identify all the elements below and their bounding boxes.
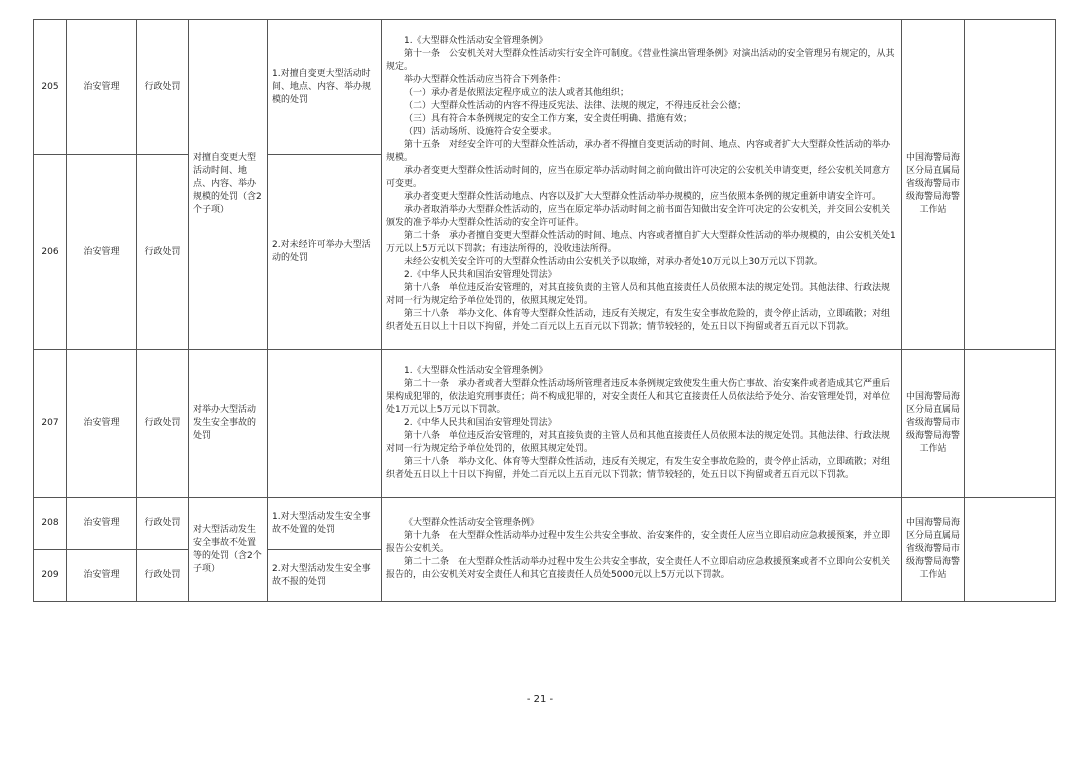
legal-basis-paragraph: 第十八条 单位违反治安管理的，对其直接负责的主管人员和其他直接责任人员依照本法的规定处罚。其他法律、行政法规对同一行为规定给予单位处罚的，依照其规定处罚。 — [386, 431, 891, 454]
legal-basis-paragraph: 第二十一条 承办者或者大型群众性活动场所管理者违反本条例规定致使发生重大伤亡事故、治安案件或者造成其它严重后果构成犯罪的，依法追究刑事责任；尚不构成犯罪的，对安全责任人和其它直接责任人员依法给予处分、治安管理处罚，对单位处1万元以上5万元以下罚款。 — [386, 379, 891, 415]
legal-basis-paragraph: 2.《中华人民共和国治安管理处罚法》 — [404, 270, 557, 280]
category-cell: 治安管理 — [67, 155, 137, 350]
enforcement-subject-cell: 中国海警局海区分局直属局省级海警局市级海警局海警工作站 — [902, 498, 965, 602]
type-cell: 行政处罚 — [137, 550, 189, 602]
legal-basis-cell — [382, 498, 902, 602]
legal-basis-cell — [382, 20, 902, 350]
page-number: - 21 - — [526, 694, 554, 705]
item-name-cell: 对擅自变更大型活动时间、地点、内容、举办规模的处罚（含2个子项） — [189, 20, 268, 350]
legal-basis-paragraph: 《大型群众性活动安全管理条例》 — [404, 518, 540, 528]
table-row — [34, 498, 1056, 550]
remarks-cell — [965, 20, 1056, 350]
legal-basis-paragraph: 第十九条 在大型群众性活动举办过程中发生公共安全事故、治安案件的，安全责任人应当立即启动应急救援预案，并立即报告公安机关。 — [386, 531, 891, 554]
remarks-cell — [965, 498, 1056, 602]
legal-basis-paragraph: 第三十八条 举办文化、体育等大型群众性活动，违反有关规定，有发生安全事故危险的，责令停止活动，立即疏散；对组织者处五日以上十日以下拘留，并处二百元以上五百元以下罚款；情节较轻的，处五日以下拘留或者五百元以下罚款。 — [386, 457, 891, 480]
category-cell: 治安管理 — [67, 350, 137, 498]
item-name-cell: 对举办大型活动发生安全事故的处罚 — [189, 350, 268, 498]
enforcement-subject-cell: 中国海警局海区分局直属局省级海警局市级海警局海警工作站 — [902, 20, 965, 350]
legal-basis-paragraph: （一）承办者是依照法定程序成立的法人或者其他组织； — [404, 88, 630, 98]
legal-basis-paragraph: 承办者取消举办大型群众性活动的，应当在原定举办活动时间之前书面告知做出安全许可决定的公安机关，并交回公安机关颁发的准予举办大型群众性活动的安全许可证件。 — [386, 205, 891, 228]
legal-basis-paragraph: （二）大型群众性活动的内容不得违反宪法、法律、法规的规定，不得违反社会公德； — [404, 101, 747, 111]
row-number: 209 — [34, 550, 67, 602]
legal-basis-paragraph: 举办大型群众性活动应当符合下列条件： — [404, 75, 567, 85]
legal-basis-paragraph: 第十五条 对经安全许可的大型群众性活动，承办者不得擅自变更活动的时间、地点、内容或者扩大大型群众性活动的举办规模。 — [386, 140, 891, 163]
enforcement-table — [33, 19, 1056, 602]
sub-item-cell: 2.对未经许可举办大型活动的处罚 — [268, 155, 382, 350]
legal-basis-paragraph: 承办者变更大型群众性活动地点、内容以及扩大大型群众性活动举办规模的，应当依照本条例的规定重新申请安全许可。 — [404, 192, 882, 202]
sub-item-cell — [268, 350, 382, 498]
row-number: 208 — [34, 498, 67, 550]
type-cell: 行政处罚 — [137, 498, 189, 550]
category-cell: 治安管理 — [67, 550, 137, 602]
sub-item-cell: 1.对擅自变更大型活动时间、地点、内容、举办规模的处罚 — [268, 20, 382, 155]
legal-basis-paragraph: （四）活动场所、设施符合安全要求。 — [404, 127, 558, 137]
remarks-cell — [965, 350, 1056, 498]
row-number: 205 — [34, 20, 67, 155]
item-name-cell: 对大型活动发生安全事故不处置等的处罚（含2个子项） — [189, 498, 268, 602]
type-cell: 行政处罚 — [137, 350, 189, 498]
row-number: 207 — [34, 350, 67, 498]
legal-basis-paragraph: 第十八条 单位违反治安管理的，对其直接负责的主管人员和其他直接责任人员依照本法的规定处罚。其他法律、行政法规对同一行为规定给予单位处罚的，依照其规定处罚。 — [386, 283, 891, 306]
legal-basis-cell — [382, 350, 902, 498]
legal-basis-paragraph: 第十一条 公安机关对大型群众性活动实行安全许可制度。《营业性演出管理条例》对演出活动的安全管理另有规定的，从其规定。 — [386, 49, 895, 72]
legal-basis-paragraph: 未经公安机关安全许可的大型群众性活动由公安机关予以取缔，对承办者处10万元以上30万元以下罚款。 — [404, 257, 823, 267]
legal-basis-paragraph: 2.《中华人民共和国治安管理处罚法》 — [404, 418, 557, 428]
legal-basis-paragraph: （三）具有符合本条例规定的安全工作方案，安全责任明确、措施有效； — [404, 114, 693, 124]
legal-basis-paragraph: 第三十八条 举办文化、体育等大型群众性活动，违反有关规定，有发生安全事故危险的，责令停止活动，立即疏散；对组织者处五日以上十日以下拘留，并处二百元以上五百元以下罚款；情节较轻的，处五日以下拘留或者五百元以下罚款。 — [386, 309, 891, 332]
type-cell: 行政处罚 — [137, 20, 189, 155]
category-cell: 治安管理 — [67, 498, 137, 550]
enforcement-subject-cell: 中国海警局海区分局直属局省级海警局市级海警局海警工作站 — [902, 350, 965, 498]
legal-basis-paragraph: 1.《大型群众性活动安全管理条例》 — [404, 36, 548, 46]
table-row — [34, 350, 1056, 498]
legal-basis-paragraph: 第二十二条 在大型群众性活动举办过程中发生公共安全事故，安全责任人不立即启动应急救援预案或者不立即向公安机关报告的，由公安机关对安全责任人和其它直接责任人员处5000元以上5万元以下罚款。 — [386, 557, 891, 580]
legal-basis-paragraph: 第二十条 承办者擅自变更大型群众性活动的时间、地点、内容或者擅自扩大大型群众性活动的举办规模的，由公安机关处1万元以上5万元以下罚款；有违法所得的，没收违法所得。 — [386, 231, 896, 254]
legal-basis-paragraph: 承办者变更大型群众性活动时间的，应当在原定举办活动时间之前向做出许可决定的公安机关申请变更，经公安机关同意方可变更。 — [386, 166, 891, 189]
type-cell: 行政处罚 — [137, 155, 189, 350]
sub-item-cell: 1.对大型活动发生安全事故不处置的处罚 — [268, 498, 382, 550]
row-number: 206 — [34, 155, 67, 350]
category-cell: 治安管理 — [67, 20, 137, 155]
legal-basis-paragraph: 1.《大型群众性活动安全管理条例》 — [404, 366, 548, 376]
sub-item-cell: 2.对大型活动发生安全事故不报的处罚 — [268, 550, 382, 602]
table-row — [34, 20, 1056, 155]
